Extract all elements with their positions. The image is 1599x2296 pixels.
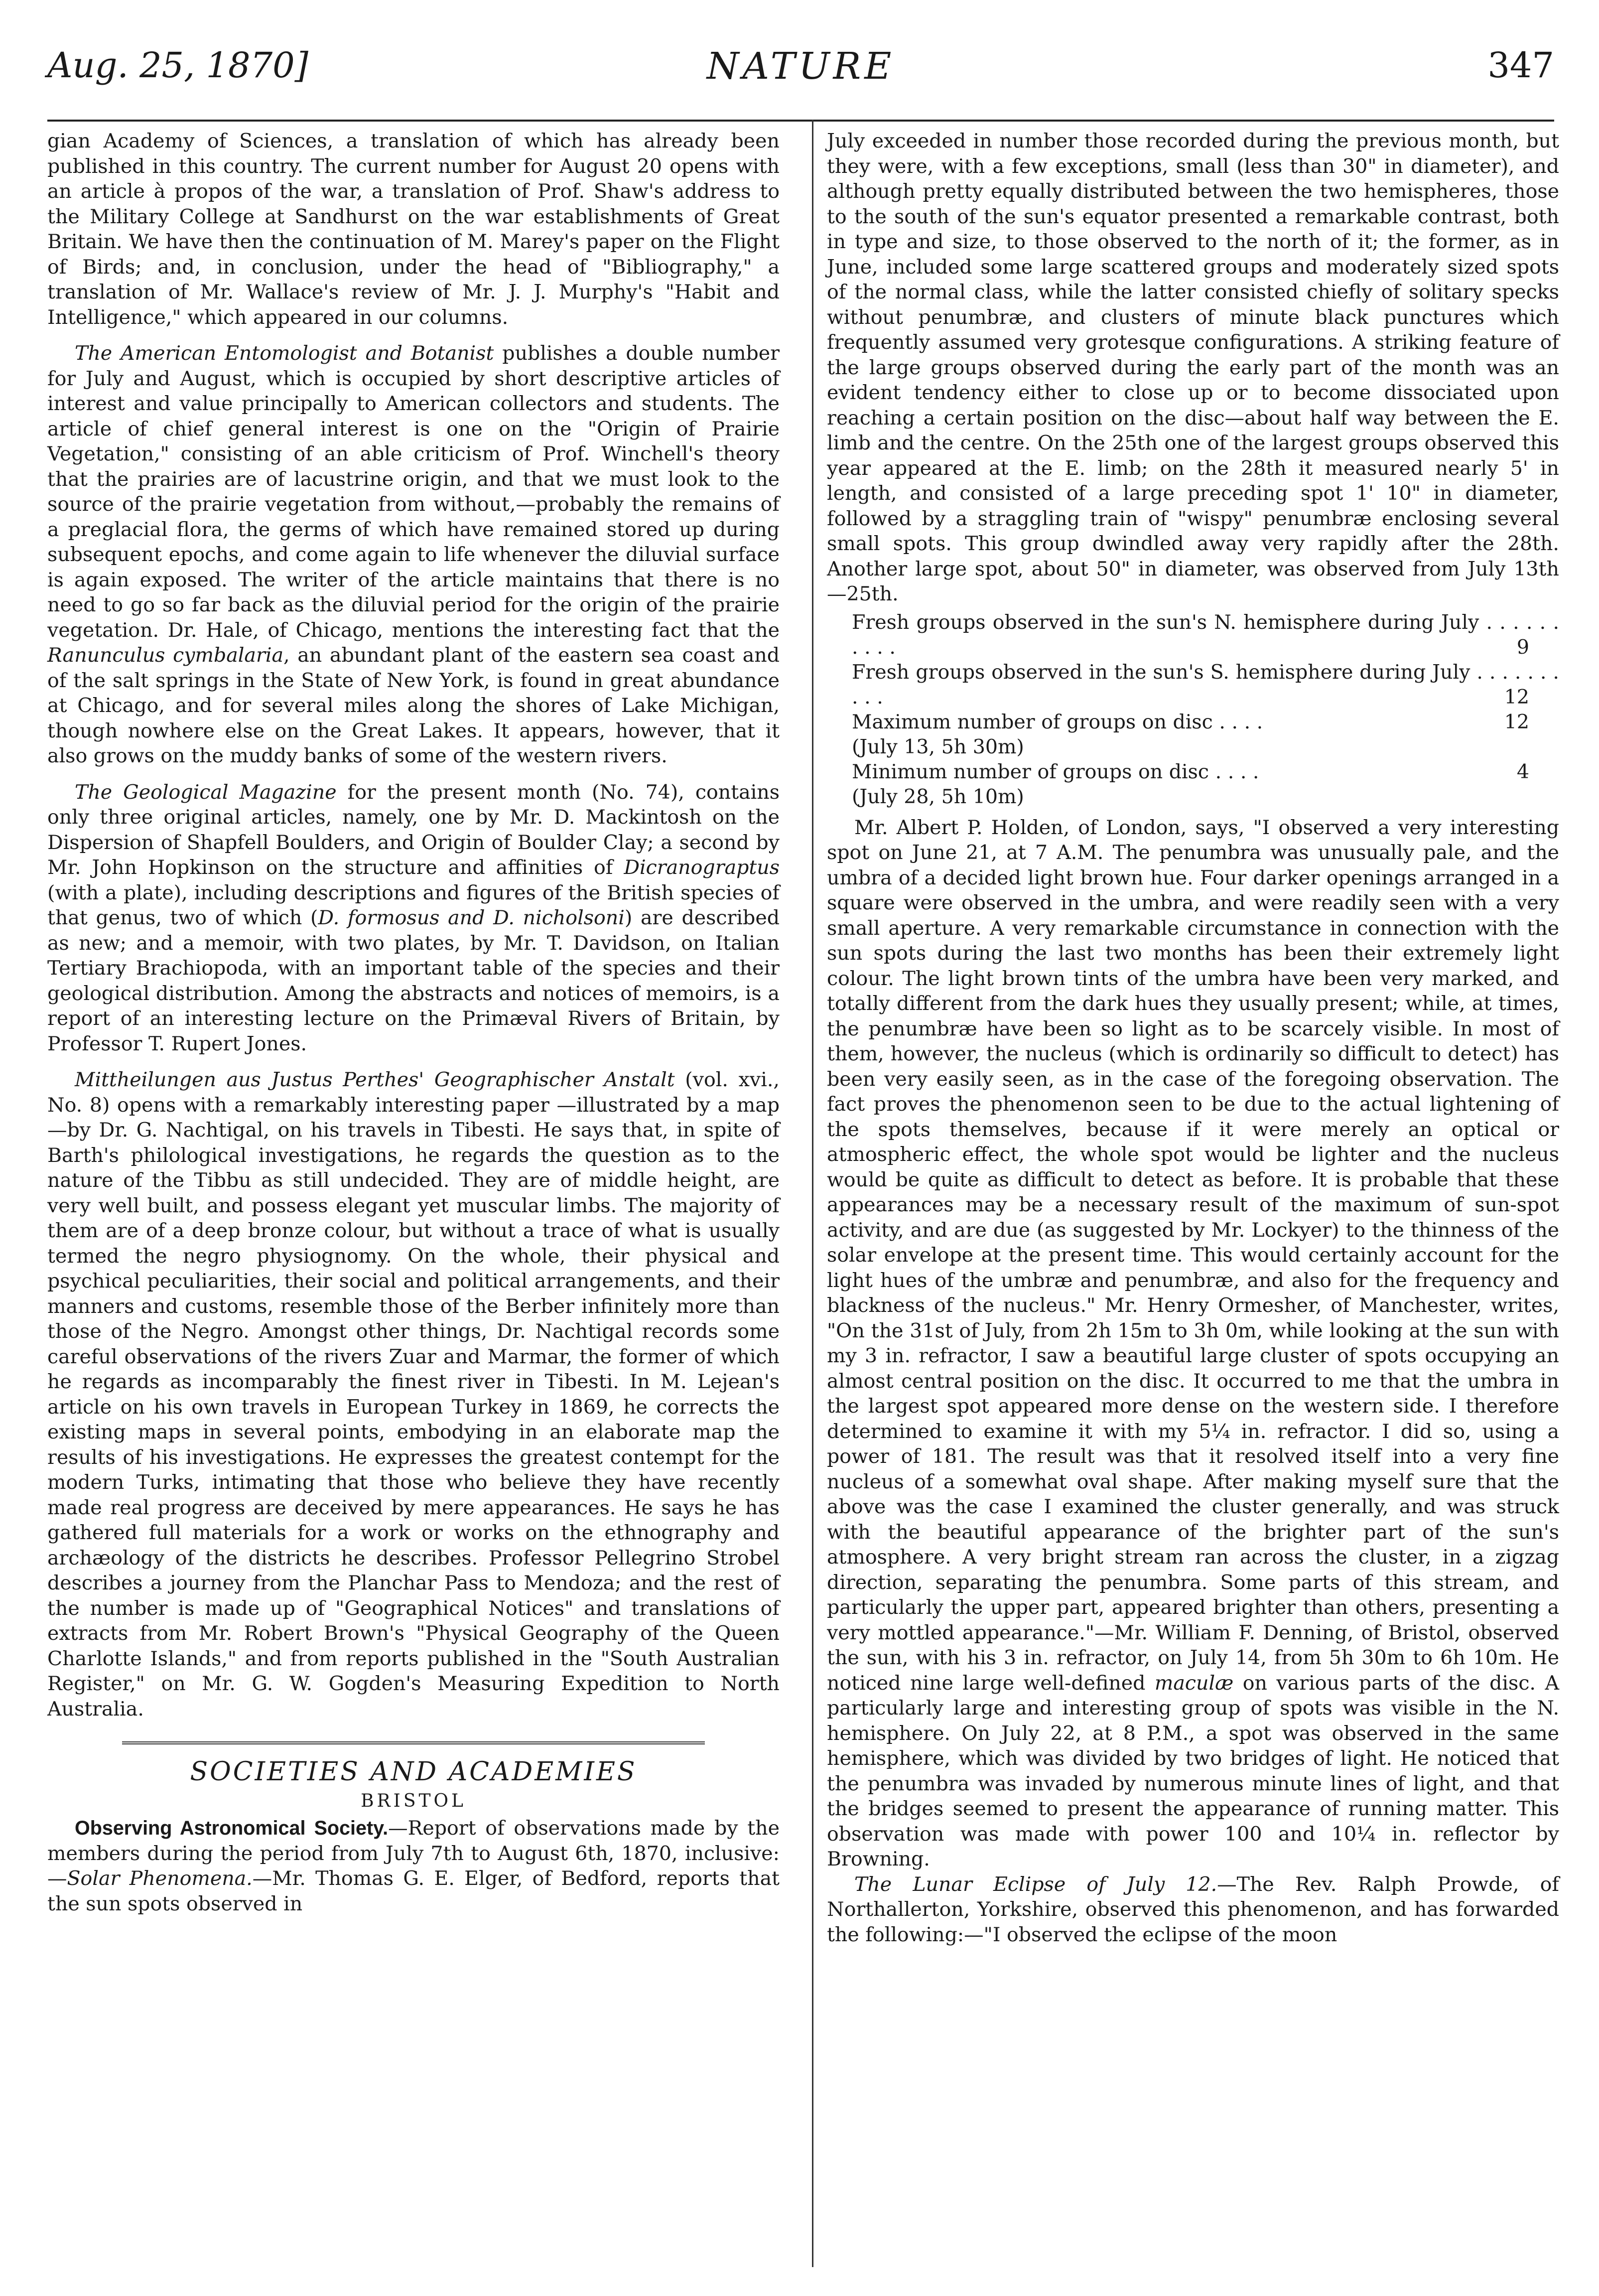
genus-name: Dicranograptus (624, 856, 780, 879)
stat-row: Fresh groups observed in the sun's N. hemisphere during July . . . . . . . . . . 9 (852, 610, 1559, 659)
header-rule (47, 120, 1554, 122)
paragraph-entomologist: The American Entomologist and Botanist publishes a double number for July and August, which is occupied by short descriptive articles of interest and value principally to American collectors and students. The article of chief general interest is one on the "Origin of Prairie Vegetation," consisting of an able criticism of Prof. Winchell's theory that the prairies are of lacustrine origin, and that we must look to the source of the prairie vegetation from without,—probably the remains of a preglacial flora, the germs of which have remained stored up during subsequent epochs, and come again to life whenever the diluvial surface is again exposed. The writer of the article maintains that there is no need to go so far back as the diluvial period for the origin of the prairie vegetation. Dr. Hale, of Chicago, mentions the interesting fact that the Ranunculus cymbalaria, an abundant plant of the eastern sea coast and of the salt springs in the State of New York, is found in great abundance at Chicago, and for several miles along the shores of Lake Michigan, though nowhere else on the Great Lakes. It appears, however, that it also grows on the muddy banks of some of the western rivers. (47, 342, 780, 767)
column-divider (812, 120, 813, 2267)
sunspot-stats (852, 610, 1559, 809)
issue-date: Aug. 25, 1870] (47, 45, 308, 86)
section-title: SOCIETIES AND ACADEMIES (190, 1757, 637, 1787)
page-number: 347 (1487, 45, 1554, 86)
paragraph-mittheilungen: Mittheilungen aus Justus Perthes' Geographischer Anstalt (vol. xvi., No. 8) opens with a remarkably interesting paper —illustrated by a map—by Dr. G. Nachtigal, on his travels in Tibesti. He says that, in spite of Barth's philological investigations, he regards the question as to the nature of the Tibbu as still undecided. They are of middle height, are very well built, and possess elegant yet muscular limbs. The majority of them are of a deep bronze colour, but without a trace of what is usually termed the negro physiognomy. On the whole, their physical and psychical peculiarities, their social and political arrangements, and their manners and customs, resemble those of the Berber infinitely more than those of the Negro. Amongst other things, Dr. Nachtigal records some careful observations of the rivers Zuar and Marmar, the former of which he regards as incomparably the finest river in Tibesti. In M. Lejean's article on his own travels in European Turkey in 1869, he corrects the existing maps in several points, embodying in an elaborate map the results of his investigations. He expresses the greatest contempt for the modern Turks, intimating that those who believe they have recently made real progress are deceived by mere appearances. He says he has gathered full materials for a work or works on the ethnography and archæology of the districts he describes. Professor Pellegrino Strobel describes a journey from the Planchar Pass to Mendoza; and the rest of the number is made up of "Geographical Notices" and translations of extracts from Mr. Robert Brown's "Physical Geography of the Queen Charlotte Islands," and from reports published in the "South Australian Register," on Mr. G. W. Gogden's Measuring Expedition to North Australia. (47, 1068, 780, 1721)
paragraph-observations: Mr. Albert P. Holden, of London, says, "I observed a very interesting spot on June 21, at 7 A.M. The penumbra was unusually pale, and the umbra of a decided light brown hue. Four darker openings arranged in a square were observed in the umbra, and were readily seen with a very small aperture. A very remarkable circumstance in connection with the sun spots during the last two months has been their extremely light colour. The light brown tints of the umbra have been very marked, and totally different from the dark hues they usually present; while, at times, the penumbræ have been so light as to be scarcely visible. In most of them, however, the nucleus (which is ordinarily so difficult to detect) has been very easily seen, as in the case of the foregoing observation. The fact proves the phenomenon seen to be due to the actual lightening of the spots themselves, because if it were merely an optical or atmospheric effect, the whole spot would be lighter and the nucleus would be quite as difficult to detect as before. It is probable that these appearances may be a necessary result of the maximum of sun-spot activity, and are due (as suggested by Mr. Lockyer) to the thinness of the solar envelope at the present time. This would certainly account for the light hues of the umbræ and penumbræ, and also for the frequency and blackness of the nucleus." Mr. Henry Ormesher, of Manchester, writes, "On the 31st of July, from 2h 15m to 3h 0m, while looking at the sun with my 3 in. refractor, I saw a beautiful large cluster of spots occupying an almost central position on the disc. It occurred to me that the umbra in the largest spot appeared more dense on the western side. I therefore determined to examine it with my 5¼ in. refractor. I did so, using a power of 181. The result was that it resolved itself into a very fine nucleus of a somewhat oval shape. After making myself sure that the above was the case I examined the cluster generally, and was struck with the beautiful appearance of the brighter part of the sun's atmosphere. A very bright stream ran across the cluster, in a zigzag direction, separating the penumbra. Some parts of this stream, and particularly the upper part, appeared brighter than others, presenting a very mottled appearance."—Mr. William F. Denning, of Bristol, observed the sun, with his 3 in. refractor, on July 14, from 5h 30m to 6h 10m. He noticed nine large well-defined maculæ on various parts of the disc. A particularly large and interesting group of spots was visible in the N. hemisphere. On July 22, at 8 P.M., a spot was observed in the same hemisphere, which was divided by two bridges of light. He noticed that the penumbra was invaded by numerous minute lines of light, and that the bridges seemed to present the appearance of running matter. This observation was made with power 100 and 10¼ in. reflector by Browning. (827, 816, 1559, 1870)
species-name: Ranunculus cymbalaria (47, 644, 284, 667)
journal-name: The American Entomologist and Botanist (75, 342, 494, 365)
stat-row: Maximum number of groups on disc . . . . 12 (852, 710, 1529, 733)
journal-name: Mittheilungen aus Justus Perthes' Geographischer Anstalt (75, 1068, 675, 1091)
stat-note: (July 13, 5h 30m) (852, 735, 1024, 758)
right-column (827, 129, 1559, 1947)
paragraph-geological-magazine: The Geological Magazine for the present month (No. 74), contains only three original articles, namely, one by Mr. D. Mackintosh on the Dispersion of Shapfell Boulders, and Origin of Boulder Clay; a second by Mr. John Hopkinson on the structure and affinities of Dicranograptus (with a plate), including descriptions and figures of the British species of that genus, two of which (D. formosus and D. nicholsoni) are described as new; and a memoir, with two plates, by Mr. T. Davidson, on Italian Tertiary Brachiopoda, with an important table of the species and their geological distribution. Among the abstracts and notices of memoirs, is a report of an interesting lecture on the Primæval Rivers of Britain, by Professor T. Rupert Jones. (47, 780, 780, 1055)
section-rule (122, 1741, 705, 1744)
stat-row: Fresh groups observed in the sun's S. hemisphere during July . . . . . . . . . . 12 (852, 660, 1559, 709)
paragraph-belgian-academy: gian Academy of Sciences, a translation of which has already been published in this country. The current number for August 20 opens with an article à propos of the war, a translation of Prof. Shaw's address to the Military College at Sandhurst on the war establishments of Great Britain. We have then the continuation of M. Marey's paper on the Flight of Birds; and, in conclusion, under the head of "Bibliography," a translation of Mr. Wallace's review of Mr. J. J. Murphy's "Habit and Intelligence," which appeared in our columns. (47, 130, 780, 329)
journal-name: The Geological Magazine (75, 780, 337, 804)
species-names: D. formosus and D. nicholsoni (318, 906, 625, 929)
paragraph-sunspots: July exceeded in number those recorded during the previous month, but they were, with a few exceptions, small (less than 30" in diameter), and although pretty equally distributed between the two hemispheres, those to the south of the sun's equator presented a remarkable contrast, both in type and size, to those observed to the north of it; the former, as in June, included some large scattered groups and moderately sized spots of the normal class, while the latter consisted chiefly of solitary specks without penumbræ, and clusters of minute black punctures which frequently assumed very grotesque configurations. A striking feature of the large groups observed during the early part of the month was an evident tendency either to close up or to become dissociated upon reaching a certain position on the disc—about half way between the E. limb and the centre. On the 25th one of the largest groups observed this year appeared at the E. limb; on the 28th it measured nearly 5' in length, and consisted of a large preceding spot 1' 10" in diameter, followed by a straggling train of "wispy" penumbræ enclosing several small spots. This group dwindled away very rapidly after the 28th. Another large spot, about 50" in diameter, was observed from July 13th—25th. (827, 130, 1559, 605)
paragraph-lunar-eclipse: The Lunar Eclipse of July 12.—The Rev. Ralph Prowde, of Northallerton, Yorkshire, observed this phenomenon, and has forwarded the following:—"I observed the eclipse of the moon (827, 1872, 1559, 1946)
subsection-title: The Lunar Eclipse of July 12. (854, 1872, 1217, 1896)
page-header (47, 45, 1554, 100)
journal-title: NATURE (706, 45, 895, 88)
stat-note: (July 28, 5h 10m) (852, 785, 1024, 808)
left-column (47, 129, 780, 1916)
paragraph-observing-society: Observing Astronomical Society.—Report of observations made by the members during the period from July 7th to August 6th, 1870, inclusive:—Solar Phenomena.—Mr. Thomas G. E. Elger, of Bedford, reports that the sun spots observed in (47, 1817, 780, 1915)
society-name: Observing Astronomical Society. (75, 1817, 389, 1839)
stat-row: Minimum number of groups on disc . . . . 4 (852, 760, 1529, 783)
section-subtitle: BRISTOL (361, 1790, 466, 1811)
